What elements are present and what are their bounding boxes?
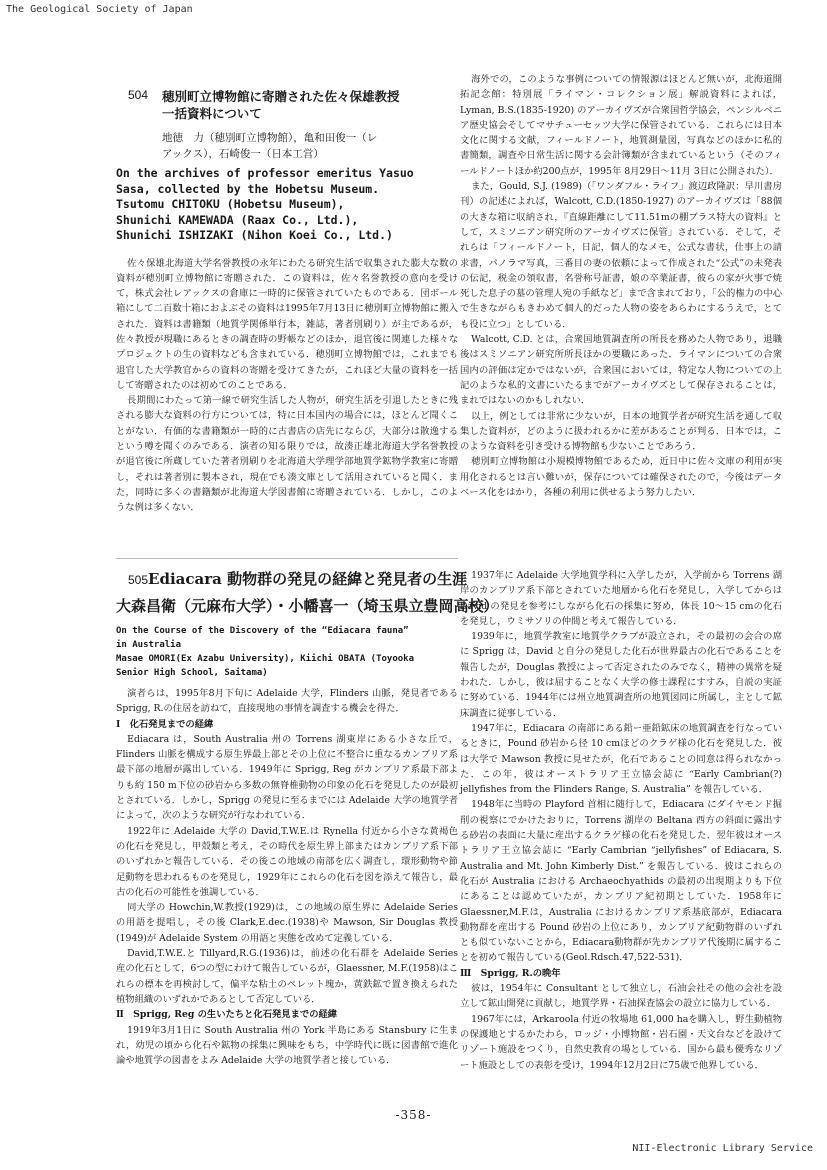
authors-jp-line: 地徳 力（穂別町立博物館），亀和田俊一（レ [162, 132, 378, 144]
body-paragraph: 海外での，このような事例についての情報源はほとんど無いが，北海道開拓記念館：特別展「ライマン・コレクション展」解説資料によれば，Lyman, B.S.(1835-1920) のアーカイヴズが合衆国哲学協会，ペンシルベニア歴史協会そしてマサチューセッツ大学に保管されている．これらには日本文化に関する文献，フィールドノート，地質測量図，写真などのほかに私的書簡類，調査や日常生活に関する会計簿類が含まれているという（そのフィールドノートほか約200点が，1995年 8月29日〜11月 3日に公開された）． [460, 74, 782, 177]
title-jp-line: 一括資料について [162, 106, 262, 121]
body-paragraph: 1948年に当時の Playford 首相に随行して，Ediacara にダイヤモンド掘削の視察にでかけたおりに，Torrens 湖岸の Beltana 西方の斜面に露出する砂岩の表面に大量に産出するクラゲ様の化石を発見した．翌年彼はオーストラリア王立協会誌に “Early Cambrian “jellyfishes” of Ediacara, S. Australia and Mt. John Kimberly Dist.” を報告している．彼はこれらの化石が Australia における Archaeochyathids の最初の出現期よりも下位にあることは認めていたが，カンブリア紀初期としていた．1958年に Glaessner,M.F.は，Australia におけるカンブリア系基底部が，Ediacara 動物群を産出する Pound 砂岩の上位にあり，カンブリア紀動物群のいずれとも似ていないことから，Ediacara動物群が先カンブリア代後期に属することを初めて報告している(Geol.Rdsch.47,522-531)． [460, 799, 782, 964]
abstract-505-heading [128, 570, 468, 589]
body-paragraph: 1967年には，Arkaroola 付近の牧場地 61,000 haを購入し，野生動植物の保護地とするかたわら，ロッジ・小博物館・岩石園・天文台などを設けてリゾート施設をつくり，自然史教育の場としている．国から最も優秀なリゾート施設としての表彰を受け，1994年12月2日に75歳で他界している． [460, 1013, 782, 1071]
title-en-line: On the archives of professor emeritus Yasuo [116, 166, 414, 180]
abstract-number: 505 [128, 573, 149, 587]
title-jp-line: 穂別町立博物館に寄贈された佐々保雄教授 [162, 89, 400, 104]
section-divider [116, 558, 458, 559]
title-en-line: Senior High School, Saitama) [116, 668, 268, 678]
body-paragraph: Ediacara は，South Australia 州の Torrens 湖東岸にある小さな丘で，Flinders 山脈を構成する原生界最上部とその上位に不整合に重なるカンブリア系最下部の地層が露出している．1949年に Sprigg, Reg がカンブリア系最下部よりも約 150 m下位の砂岩から多数の無脊椎動物の印象の化石を発見したのが最初とされている．しかし，Sprigg の発見に至るまでには Adelaide 大学の地質学者によって，次のような研究が行なわれている． [116, 733, 458, 822]
body-paragraph: また，Gould, S.J. (1989)（「ワンダフル・ライフ」渡辺政隆訳：早川書房刊）の記述によれば，Walcott, C.D.(1850-1927) のアーカイヴズは「88個の大きな箱に収納され，『直線距離にして11.51mの棚ブラス特大の資料』として，スミソニアン研究所のアーカイヴズに保管」されている．そして，それらは「フィールドノート，日記，個人的なメモ，公式な書状，仕事上の請求書，パノラマ写真，三番目の妻の依頼によって作成された“公式”の未発表の伝記，税金の領収書，名誉称号証書，娘の卒業証書，彼らの家が火事で焼死した息子の墓の管理人宛の手紙など」まで含まれており，「公的権力の中心で生きながらもきわめて個人的だった人物の姿をあらわにするうえで，とても役に立つ」としている． [460, 181, 782, 330]
body-paragraph: 穂別町立博物館は小規模博物館であるため，近日中に佐々文庫の利用が実用化されるとは言い難いが，保存については確保されたので，今後はデータベース化をはかり，各種の利用に供せるよう努力したい． [460, 456, 782, 499]
body-paragraph: 1939年に，地質学教室に地質学クラブが設立され，その最初の会合の席に Sprigg は，David と自分の発見した化石が世界最古の化石であることを報告したが，Douglas 教授によって否定されたのみでなく，精神の異常を疑われた．しかし，彼は屈することなく大学の修士課程にすすみ，自説の実証に努めている．1944年には州立地質調査所の地質図同に所属し，主として鉱床調査に従事している． [460, 631, 782, 719]
section-heading: Ⅰ 化石発見までの経緯 [116, 718, 214, 730]
title-en-line: Shunichi ISHIZAKI (Nihon Koei Co., Ltd.) [116, 228, 393, 242]
title-en-line: Masae OMORI(Ex Azabu University), Kiichi OBATA (Toyooka [116, 654, 415, 664]
body-paragraph: 以上，例としては非常に少ないが，日本の地質学者が研究生活を通して収集した資料が，どのように扱われるかに差があることが判る．日本では，このような資料を引き受ける博物館も少ないことであろう． [460, 410, 782, 453]
abstract-number: 504 [128, 88, 149, 102]
body-paragraph: 1947年に，Ediacara の南部にある鉛ー亜鉛鉱床の地質調査を行なっているときに，Pound 砂岩から径 10 cmほどのクラゲ様の化石を発見した．彼は大学で Mawson 教授に見せたが，化石であることの同意は得られなかった．この年，彼はオーストラリア王立協会誌に “Early Cambrian(?) jellyfishes from the Flinders Range, S. Australia” を報告している． [460, 722, 782, 796]
body-paragraph: 演者らは，1995年8月下旬に Adelaide 大学，Flinders 山脈，発見者である Sprigg, R.の住居を訪ねて，直接現地の事情を調査する機会を得た． [116, 688, 458, 715]
title-jp: Ediacara 動物群の発見の経緯と発見者の生涯 [148, 570, 468, 588]
title-en-line: Shunichi KAMEWADA (Raax Co., Ltd.), [116, 212, 359, 227]
section-heading: Ⅱ Sprigg, Reg の生いたちと化石発見までの経緯 [116, 1009, 338, 1021]
title-en-line: Sasa, collected by the Hobetsu Museum. [116, 181, 380, 196]
page-number: -358- [395, 1108, 432, 1122]
authors-jp-line: アックス），石崎俊一（日本工営） [162, 148, 324, 160]
abstract-505-left [116, 570, 499, 1100]
authors-jp: 大森昌衛（元麻布大学）・小幡喜一（埼玉県立豊岡高校） [116, 597, 499, 615]
body-paragraph: David,T.W.E.と Tillyard,R.G.(1936)は，前述の化石群を Adelaide Series 産の化石として，6つの型にわけて報告しているが，Glaessner, M.F.(1958)はこれらの標本を再検討して，偏平な粘土のペレット塊か，黄鉄鉱で置き換えられた植物組織のいずれかであるとして否定している． [116, 948, 458, 1005]
body-paragraph: 佐々保雄北海道大学名誉教授の永年にわたる研究生活で収集された膨大な数の資料が穂別町立博物館に寄贈された．この資料は，佐々名誉教授の意向を受けて，株式会社レアックスの倉庫に一時的に保管されていたものである．団ボール箱にして二百数十箱におよぶその資料は1995年7月13日に穂別町立博物館に搬入された．資料は書籍類（地質学関係単行本，雑誌，著者別刷り）が主であるが，佐々教授が現職にあるときの調査時の野帳などのほか，退官後に関連した様々なプロジェクトの生の資料なども含まれている．穂別町立博物館では，これまでも退官した大学教官からの資料の寄贈を受けてきたが，これほど大量の資料を一括して寄贈されたのは初めてのことである． [116, 257, 458, 391]
title-en-line: On the Course of the Discovery of the “Ediacara fauna” [116, 626, 409, 636]
abstract-504-right [460, 72, 782, 530]
title-en-line: Tsutomu CHITOKU (Hobetsu Museum), [116, 197, 345, 211]
body-paragraph: 長期間にわたって第一線で研究生活した人物が，研究生活を引退したときに残される膨大な資料の行方については，特に日本国内の場合には，ほとんど聞くことがない．有価的な書籍類が一時的に古書店の店先にならび，大部分は散逸するという噂を聞くのみである．演者の知る限りでは，故湊正雄北海道大学名誉教授が退官後に所蔵していた著者別刷りを北海道大学理学部地質学鉱物学教室に寄贈し，それは著者別に製本され，現在でも湊文庫として活用されていると聞く．また，同時に多くの書籍類が北海道大学図書館に寄贈されている．しかし，このような例は多くない． [116, 395, 458, 514]
body-paragraph: 1919年3月1日に South Australia 州の York 半島にある Stansbury に生まれ，幼児の頃から化石や鉱物の採集に興味をもち，中学時代に既に図書館で進化論や地質学の図書をよみ Adelaide 大学の地質学者と接している． [116, 1024, 458, 1067]
abstract-504-heading [128, 88, 458, 162]
abstract-505-right [460, 568, 782, 1100]
running-footer: NII-Electronic Library Service [632, 1143, 813, 1154]
body-paragraph: 彼は，1954年に Consultant として独立し，石油会社その他の会社を設立して鉱山開発に貢献し，地質学界・石油探査協会の設立に協力している． [460, 983, 782, 1010]
abstract-504-left [116, 88, 458, 558]
body-paragraph: Walcott, C.D. とは，合衆国地質調査所の所長を務めた人物であり，退職後はスミソニアン研究所所長ほかの要職にあった．ライマンについての合衆国内の評価は定かではないが，合衆国においては，特定な人物についての上記のような私的文書にいたるまでがアーカイヴズとして保存されることは，まれではないのかもしれない． [460, 334, 782, 407]
body-paragraph: 1937年に Adelaide 大学地質学科に入学したが，入学前から Torrens 湖岸のカンブリア系下部とされていた地層から化石を発見し，入学してからは David の発見を参考にしながら化石の採集に努め，体長 10〜15 cmの化石を発見し，ウミサソリの仲間と考えて報告している． [460, 570, 782, 627]
section-heading: Ⅲ Sprigg, R.の晩年 [460, 967, 561, 979]
running-header: The Geological Society of Japan [6, 4, 193, 15]
title-en-line: in Australia [116, 640, 182, 650]
body-paragraph: 1922年に Adelaide 大学の David,T.W.E.は Rynella 付近から小さな黄褐色の化石を発見し，甲殻類と考え，その時代を原生界上部またはカンブリア系下部のいずれかと報告している．その後この地域の南部を広く調査し，環形動物や節足動物を思われるものを発見し，1929年にこれらの化石を図を添えて報告し，最古の化石の可能性を強調している． [116, 825, 458, 898]
body-paragraph: 同大学の Howchin,W.教授(1929)は，この地域の原生界に Adelaide Series の用語を提唱し，その後 Clark,E.dec.(1938)や Mawson, Sir Douglas 教授(1949)が Adelaide System の用語と実態を改めて定義している． [116, 902, 458, 944]
